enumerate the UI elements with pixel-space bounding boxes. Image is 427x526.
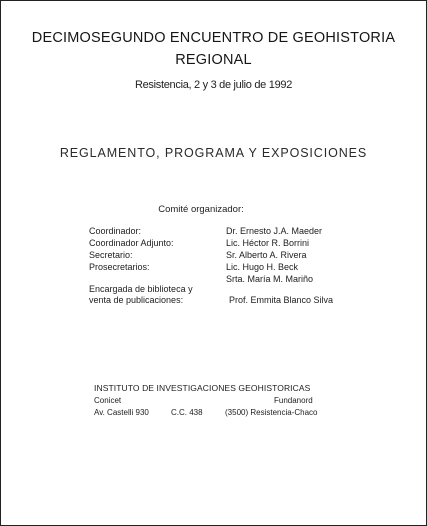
role-secretary: Secretario: <box>89 250 133 260</box>
role-library-line2: venta de publicaciones: <box>89 295 184 305</box>
committee-title: Comité organizador: <box>158 204 244 215</box>
event-date-location: Resistencia, 2 y 3 de julio de 1992 <box>134 79 293 91</box>
institute-city: (3500) Resistencia-Chaco <box>225 408 318 417</box>
institute-address: Av. Castelli 930 <box>94 408 149 417</box>
role-prosecretaries: Prosecretarios: <box>89 262 150 272</box>
role-deputy-coordinator: Coordinador Adjunto: <box>89 238 174 248</box>
name-coordinator: Dr. Ernesto J.A. Maeder <box>226 226 323 236</box>
name-deputy-coordinator: Lic. Héctor R. Borrini <box>226 238 310 248</box>
institute-po-box: C.C. 438 <box>171 408 203 417</box>
sponsor-fundanord: Fundanord <box>274 396 313 405</box>
name-prosecretary-2: Srta. María M. Mariño <box>226 274 314 284</box>
name-prosecretary-1: Lic. Hugo H. Beck <box>226 262 299 272</box>
section-heading: REGLAMENTO, PROGRAMA Y EXPOSICIONES <box>59 146 368 160</box>
name-secretary: Sr. Alberto A. Rivera <box>226 250 307 260</box>
name-library-manager: Prof. Emmita Blanco Silva <box>229 295 334 305</box>
event-title-line2: REGIONAL <box>175 52 252 68</box>
institute-name: INSTITUTO DE INVESTIGACIONES GEOHISTORICAS <box>94 383 311 393</box>
event-title-line1: DECIMOSEGUNDO ENCUENTRO DE GEOHISTORIA <box>31 30 396 46</box>
sponsor-conicet: Conicet <box>94 396 122 405</box>
role-library-line1: Encargada de biblioteca y <box>89 284 193 294</box>
role-coordinator: Coordinador: <box>89 226 142 236</box>
